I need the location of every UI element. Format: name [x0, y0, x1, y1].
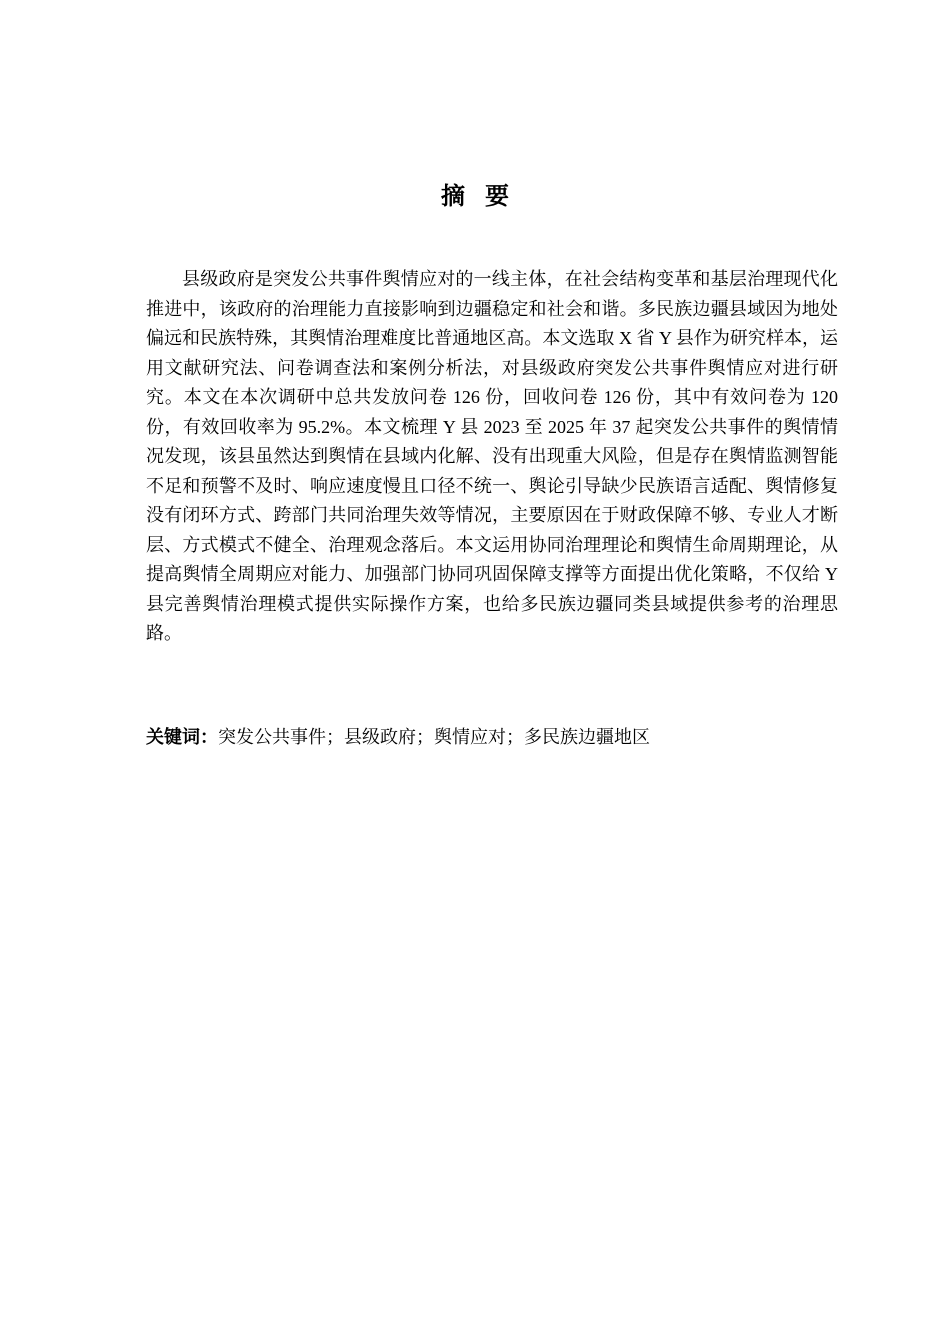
- keywords-label: 关键词：: [146, 727, 218, 748]
- keywords-line: [146, 722, 838, 753]
- page-title: [0, 178, 950, 214]
- keywords-text: 突发公共事件；县级政府；舆情应对；多民族边疆地区: [218, 727, 650, 747]
- title-char-second: 要: [485, 182, 509, 210]
- title-char-first: 摘: [441, 182, 465, 210]
- abstract-paragraph: 县级政府是突发公共事件舆情应对的一线主体，在社会结构变革和基层治理现代化推进中，该政府的治理能力直接影响到边疆稳定和社会和谐。多民族边疆县域因为地处偏远和民族特殊，其舆情治理难度比普通地区高。本文选取 X 省 Y 县作为研究样本，运用文献研究法、问卷调查法和案例分析法，对县级政府突发公共事件舆情应对进行研究。本文在本次调研中总共发放问卷 126 份，回收问卷 126 份，其中有效问卷为 120 份，有效回收率为 95.2%。本文梳理 Y 县 2023 至 2025 年 37 起突发公共事件的舆情情况发现，该县虽然达到舆情在县域内化解、没有出现重大风险，但是存在舆情监测智能不足和预警不及时、响应速度慢且口径不统一、舆论引导缺少民族语言适配、舆情修复没有闭环方式、跨部门共同治理失效等情况，主要原因在于财政保障不够、专业人才断层、方式模式不健全、治理观念落后。本文运用协同治理理论和舆情生命周期理论，从提高舆情全周期应对能力、加强部门协同巩固保障支撑等方面提出优化策略，不仅给 Y 县完善舆情治理模式提供实际操作方案，也给多民族边疆同类县域提供参考的治理思路。: [146, 269, 838, 643]
